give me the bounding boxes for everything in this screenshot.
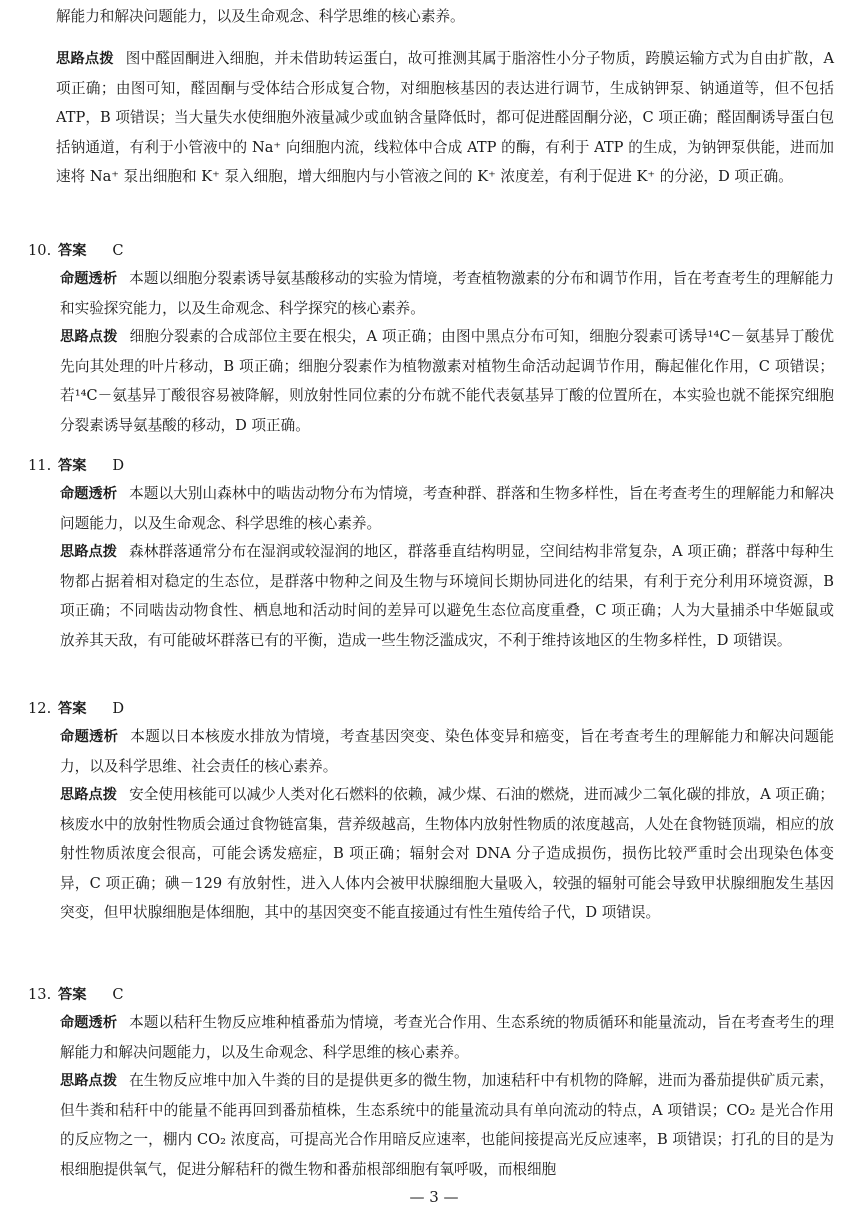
question-12-analysis [60, 780, 834, 927]
answer-value: D [112, 700, 125, 717]
question-number: 10. [28, 242, 52, 259]
analysis-label: 思路点拨 [60, 544, 118, 560]
intro-text: 解能力和解决问题能力，以及生命观念、科学思维的核心素养。 [56, 8, 465, 25]
proposition-label: 命题透析 [60, 729, 119, 745]
question-13-analysis [60, 1066, 834, 1182]
proposition-label: 命题透析 [60, 486, 118, 502]
proposition-label: 命题透析 [60, 1015, 118, 1031]
page-number: — 3 — [409, 1188, 459, 1206]
question-number: 11. [28, 457, 52, 474]
analysis-label: 思路点拨 [60, 329, 118, 345]
analysis-text: 安全使用核能可以减少人类对化石燃料的依赖，减少煤、石油的燃烧，进而减少二氧化碳的排放，A 项正确；核废水中的放射性物质会通过食物链富集，营养级越高，生物体内放射性物质的浓度越高，人处在食物链顶端，相应的放射性物质浓度会很高，可能会诱发癌症，B 项正确；辐射会对 DNA 分子造成损伤，损伤比较严重时会出现染色体变异，C 项正确；碘－129 有放射性，进入人体内会被甲状腺细胞大量吸入，较强的辐射可能会导致甲状腺细胞发生基因突变，但甲状腺细胞是体细胞，其中的基因突变不能直接通过有性生殖传给子代，D 项错误。 [60, 786, 834, 921]
proposition-text: 本题以细胞分裂素诱导氨基酸移动的实验为情境，考查植物激素的分布和调节作用，旨在考查考生的理解能力和实验探究能力，以及生命观念、科学探究的核心素养。 [60, 270, 834, 318]
analysis-label: 思路点拨 [56, 51, 114, 67]
analysis-label: 思路点拨 [60, 787, 118, 803]
analysis-text: 细胞分裂素的合成部位主要在根尖，A 项正确；由图中黑点分布可知，细胞分裂素可诱导¹⁴C－氨基异丁酸优先向其处理的叶片移动，B 项正确；细胞分裂素作为植物激素对植物生命活动起调节作用，酶起催化作用，C 项错误；若¹⁴C－氨基异丁酸很容易被降解，则放射性同位素的分布就不能代表氨基异丁酸的位置所在，本实验也就不能探究细胞分裂素诱导氨基酸的移动，D 项正确。 [60, 328, 834, 434]
answer-label: 答案 [58, 987, 87, 1003]
answer-value: C [112, 986, 124, 1003]
intro-line [56, 2, 834, 31]
proposition-text: 本题以秸秆生物反应堆种植番茄为情境，考查光合作用、生态系统的物质循环和能量流动，旨在考查考生的理解能力和解决问题能力，以及生命观念、科学思维的核心素养。 [60, 1014, 834, 1062]
answer-label: 答案 [58, 243, 87, 259]
question-11-answer-row [28, 451, 124, 481]
question-10-answer-row [28, 236, 124, 266]
question-11-analysis [60, 537, 834, 655]
question-number: 12. [28, 700, 52, 717]
question-13-answer-row [28, 980, 124, 1010]
answer-value: D [112, 457, 125, 474]
analysis-text: 图中醛固酮进入细胞，并未借助转运蛋白，故可推测其属于脂溶性小分子物质，跨膜运输方式为自由扩散，A项正确；由图可知，醛固酮与受体结合形成复合物，对细胞核基因的表达进行调节，生成钠钾泵、钠通道等，但不包括 ATP，B 项错误；当大量失水使细胞外液量减少或血钠含量降低时，都可促进醛固酮分泌，C 项正确；醛固酮诱导蛋白包括钠通道，有利于小管液中的 Na⁺ 向细胞内流，线粒体中合成 ATP 的酶，有利于 ATP 的生成，为钠钾泵供能，进而加速将 Na⁺ 泵出细胞和 K⁺ 泵入细胞，增大细胞内与小管液之间的 K⁺ 浓度差，有利于促进 K⁺ 的分泌，D 项正确。 [56, 50, 834, 185]
question-13-proposition [60, 1008, 834, 1067]
answer-value: C [112, 242, 124, 259]
question-10-proposition [60, 264, 834, 323]
analysis-text: 在生物反应堆中加入牛粪的目的是提供更多的微生物，加速秸秆中有机物的降解，进而为番茄提供矿质元素，但牛粪和秸秆中的能量不能再回到番茄植株，生态系统中的能量流动具有单向流动的特点，A 项错误；CO₂ 是光合作用的反应物之一，棚内 CO₂ 浓度高，可提高光合作用暗反应速率，也能间接提高光反应速率，B 项错误；打孔的目的是为根细胞提供氧气，促进分解秸秆的微生物和番茄根部细胞有氧呼吸，而根细胞 [60, 1072, 834, 1178]
question-12-answer-row [28, 694, 124, 724]
question-11-proposition [60, 479, 834, 538]
analysis-label: 思路点拨 [60, 1073, 118, 1089]
question-number: 13. [28, 986, 52, 1003]
answer-label: 答案 [58, 701, 87, 717]
analysis-text: 森林群落通常分布在湿润或较湿润的地区，群落垂直结构明显，空间结构非常复杂，A 项正确；群落中每种生物都占据着相对稳定的生态位，是群落中物种之间及生物与环境间长期协同进化的结果，有利于充分利用环境资源，B 项正确；不同啮齿动物食性、栖息地和活动时间的差异可以避免生态位高度重叠，C 项正确；人为大量捕杀中华姬鼠或放养其天敌，有可能破坏群落已有的平衡，造成一些生物泛滥成灾，不利于维持该地区的生物多样性，D 项错误。 [60, 543, 834, 649]
question-10-analysis [60, 322, 834, 440]
intro-analysis [56, 44, 834, 191]
proposition-label: 命题透析 [60, 271, 118, 287]
question-12-proposition [60, 722, 834, 781]
proposition-text: 本题以大别山森林中的啮齿动物分布为情境，考查种群、群落和生物多样性，旨在考查考生的理解能力和解决问题能力，以及生命观念、科学思维的核心素养。 [60, 485, 834, 533]
proposition-text: 本题以日本核废水排放为情境，考查基因突变、染色体变异和癌变，旨在考查考生的理解能力和解决问题能力，以及科学思维、社会责任的核心素养。 [60, 728, 834, 776]
answer-label: 答案 [58, 458, 87, 474]
